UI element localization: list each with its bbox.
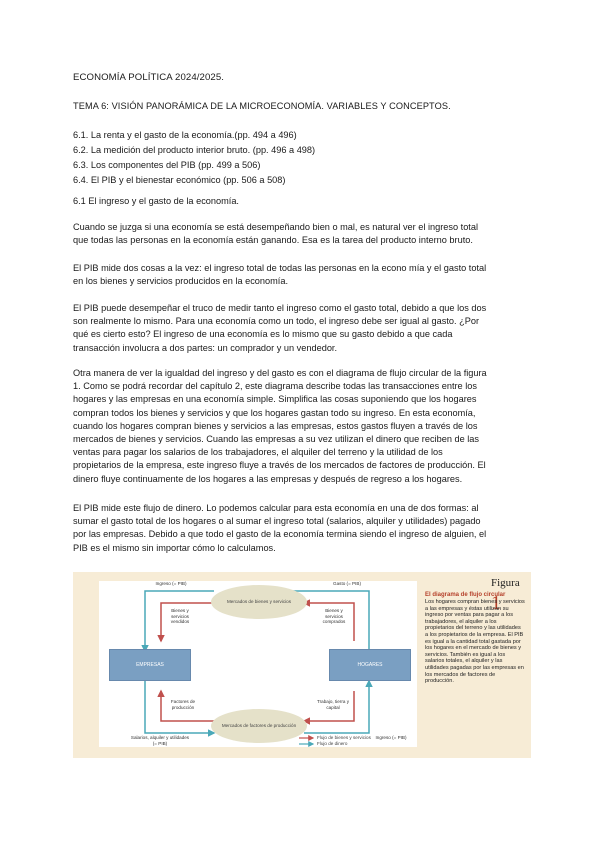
figure-caption (425, 592, 525, 685)
paragraph-1 (73, 221, 533, 247)
paragraph-5 (73, 502, 533, 555)
toc-item: 6.3. Los componentes del PIB (pp. 499 a 506) (73, 160, 261, 170)
text-line: Otra manera de ver la igualdad del ingreso y del gasto es con el diagrama de flujo circular de la figura (73, 368, 487, 378)
text-line: son realmente lo mismo. Para una economía como un todo, el ingreso debe ser igual al gasto. ¿Por (73, 316, 480, 327)
text-line: qué es cierto esto? El ingreso de una economía es lo mismo que su gasto debido a que cada (73, 329, 453, 340)
labor-land-capital-label: Trabajo, tierra y capital (317, 699, 349, 710)
document-title: ECONOMÍA POLÍTICA 2024/2025. (73, 72, 225, 83)
text-line: El PIB puede desempeñar el truco de medir tanto el ingreso como el gasto total, debido a que los dos (73, 303, 487, 313)
text-line: mercados de bienes y servicios. Cuando las empresas a su vez utilizan el dinero que reciben de las (73, 434, 479, 445)
ingreso-label: Ingreso (= PIB) (155, 581, 187, 586)
text-line: compran todos los bienes y servicios y que los hogares gastan todo su ingreso. En esta economía, (73, 407, 476, 418)
circular-flow-diagram (99, 581, 417, 747)
text-line: sumar el gasto total de los hogares o al sumar el ingreso total (salarios, alquiler y utilidades) pagado (73, 516, 481, 527)
toc-item: 6.2. La medición del producto interior bruto. (pp. 496 a 498) (73, 145, 316, 155)
text-line: que todas las personas en la economía están ganando. Esa es la tarea del producto interno bruto. (73, 235, 473, 246)
figure-label: Figura (491, 577, 520, 589)
goods-sold-label: Bienes y servicios vendidos (170, 608, 190, 625)
firms-box: EMPRESAS (109, 649, 191, 681)
goods-market-ellipse: Mercados de bienes y servicios (211, 585, 307, 619)
income-label: Ingreso (= PIB) (375, 735, 407, 740)
caption-title: El diagrama de flujo circular (425, 592, 506, 598)
caption-body: Los hogares compran bienes y servicios a las empresas y éstas utilizan su ingreso por ventas para pagar a los trabajadores, el alquiler a los propietarios del terreno y las utilidades a los propietarios de la empresa. El PIB es igual a la cantidad total gastada por los hogares en el mercado de bienes y servicios. También es igual a los salarios totales, el alquiler y las utilidades pagadas por las empresas en los mercados de factores de producción. (425, 599, 525, 685)
circular-flow-figure (73, 572, 531, 758)
text-line: propietarios de la empresa, este ingreso fluye a través de los mercados de factores de producción. El (73, 460, 486, 471)
section-title: 6.1 El ingreso y el gasto de la economía. (73, 196, 239, 206)
text-line: El PIB mide este flujo de dinero. Lo podemos calcular para esta economía en una de dos formas: al (73, 503, 479, 513)
toc-item: 6.1. La renta y el gasto de la economía.(pp. 494 a 496) (73, 130, 297, 140)
text-line: ventas para pagar los salarios de los trabajadores, el alquiler del terreno y la utilidad de los (73, 447, 443, 458)
text-line: El PIB mide dos cosas a la vez: el ingreso total de todas las personas en la econo mía y el gasto total (73, 263, 487, 273)
paragraph-3 (73, 302, 533, 355)
goods-bought-label: Bienes y servicios comprados (322, 608, 346, 625)
text-line: hogares y las empresas en una economía simple. Simplifica las cosas suponiendo que los hogares (73, 394, 477, 405)
figure-number: 1 (491, 592, 501, 614)
paragraph-4 (73, 367, 533, 486)
factors-label: Factores de producción (170, 699, 196, 710)
gasto-label: Gasto (= PIB) (333, 581, 361, 586)
paragraph-2 (73, 262, 533, 288)
factor-market-ellipse: Mercados de factores de producción (211, 709, 307, 743)
text-line: por las empresas. Debido a que todo el gasto de la economía termina siendo el ingreso de alguien, el (73, 529, 487, 540)
text-line: PIB es el mismo sin importar cómo lo calculamos. (73, 542, 276, 553)
text-line: en los bienes y servicios producidos en la economía. (73, 276, 289, 287)
text-line: transacción involucra a dos partes: un comprador y un vendedor. (73, 342, 338, 353)
text-line: Cuando se juzga si una economía se está desempeñando bien o mal, es natural ver el ingreso total (73, 222, 479, 232)
text-line: dinero fluye continuamente de los hogares a las empresas y después de regreso a los hogares. (73, 473, 463, 484)
toc-item: 6.4. El PIB y el bienestar económico (pp. 506 a 508) (73, 175, 286, 185)
text-line: 1. Como se podrá recordar del capítulo 2, este diagrama describe todas las transacciones entre los (73, 381, 477, 392)
wages-label: Salarios, alquiler y utilidades (= PIB) (130, 735, 190, 746)
topic-heading: TEMA 6: VISIÓN PANORÁMICA DE LA MICROECONOMÍA. VARIABLES Y CONCEPTOS. (73, 101, 451, 111)
text-line: cuando los hogares compran bienes y servicios a las empresas, estos gastos fluyen a través de los (73, 420, 478, 431)
table-of-contents (73, 128, 533, 188)
legend-money: Flujo de dinero (317, 741, 348, 746)
households-box: HOGARES (329, 649, 411, 681)
legend-goods: Flujo de bienes y servicios (317, 735, 371, 740)
